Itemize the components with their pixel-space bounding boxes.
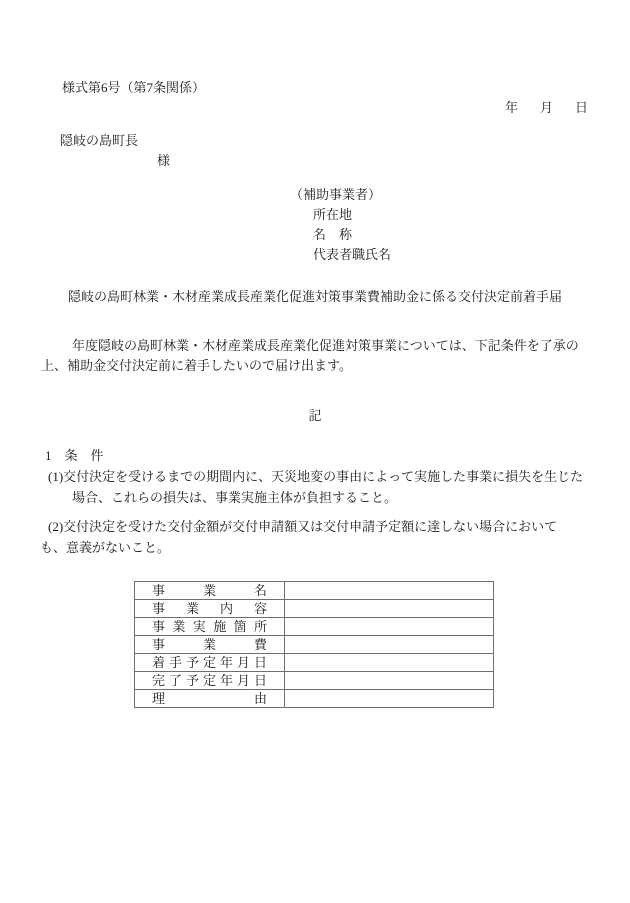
body-paragraph-line-2: 上、補助金交付決定前に着手したいので届け出ます。: [41, 358, 352, 373]
row-value-start-date: [285, 654, 494, 672]
row-label-project-cost: 事業費: [135, 636, 285, 654]
addressee-name: 隠岐の島町長: [60, 133, 139, 148]
condition-2-line-1: (2)交付決定を受けた交付金額が交付申請額又は交付申請予定額に達しない場合において: [48, 519, 558, 534]
addressee-honorific: 様: [157, 153, 171, 168]
date-month-label: 月: [540, 100, 554, 115]
table-row-reason: [135, 690, 494, 708]
condition-1-line-1: (1)交付決定を受けるまでの期間内に、天災地変の事由によって実施した事業に損失を生じた: [48, 469, 584, 484]
table-row-project-name: [135, 582, 494, 600]
form-number: 様式第6号（第7条関係）: [62, 80, 206, 95]
row-label-completion-date: 完了予定年月日: [135, 672, 285, 690]
notation-ki: 記: [308, 408, 322, 423]
project-detail-table: [134, 581, 494, 708]
table-row-start-date: [135, 654, 494, 672]
applicant-representative-label: 代表者職氏名: [313, 247, 392, 262]
row-label-reason: 理由: [135, 690, 285, 708]
conditions-heading: 1 条 件: [45, 448, 104, 463]
applicant-name-label: 名 称: [313, 227, 353, 242]
applicant-address-label: 所在地: [313, 207, 353, 222]
body-paragraph-line-1: 年度隠岐の島町林業・木材産業成長産業化促進対策事業については、下記条件を了承の: [72, 338, 579, 353]
condition-2-line-2: も、意義がないこと。: [40, 540, 171, 555]
row-value-completion-date: [285, 672, 494, 690]
document-title: 隠岐の島町林業・木材産業成長産業化促進対策事業費補助金に係る交付決定前着手届: [67, 289, 562, 304]
date-year-label: 年: [505, 100, 519, 115]
row-value-project-cost: [285, 636, 494, 654]
table-row-project-cost: [135, 636, 494, 654]
table-row-completion-date: [135, 672, 494, 690]
issue-date-line: [505, 100, 588, 115]
condition-1-line-2: 場合、これらの損失は、事業実施主体が負担すること。: [72, 490, 398, 505]
row-label-project-name: 事業名: [135, 582, 285, 600]
row-value-project-location: [285, 618, 494, 636]
applicant-section-heading: （補助事業者）: [290, 187, 382, 202]
row-value-project-name: [285, 582, 494, 600]
row-value-reason: [285, 690, 494, 708]
row-label-project-description: 事業内容: [135, 600, 285, 618]
row-value-project-description: [285, 600, 494, 618]
row-label-project-location: 事業実施箇所: [135, 618, 285, 636]
table-row-project-location: [135, 618, 494, 636]
table-row-project-description: [135, 600, 494, 618]
date-day-label: 日: [575, 100, 589, 115]
row-label-start-date: 着手予定年月日: [135, 654, 285, 672]
